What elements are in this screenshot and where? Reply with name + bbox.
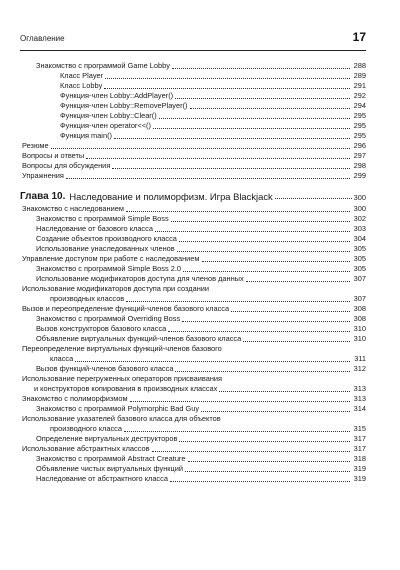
toc-entry-label: Вопросы для обсуждения	[22, 161, 111, 170]
dot-leader	[86, 157, 350, 159]
toc-entry-label: Вызов функций-членов базового класса	[36, 364, 174, 373]
toc-entry[interactable]	[20, 404, 366, 414]
chapter-heading	[20, 189, 366, 202]
dot-leader	[153, 127, 350, 129]
toc-entry-page: 319	[353, 464, 366, 473]
toc-entry-label: Наследование от абстрактного класса	[36, 474, 168, 483]
dot-leader	[51, 147, 350, 149]
toc-entry-page: 292	[353, 91, 366, 100]
dot-leader	[219, 390, 350, 392]
toc-entry-label: Знакомство с программой Polymorphic Bad Guy	[36, 404, 200, 413]
toc-entry-label: Вызов конструкторов базового класса	[36, 324, 167, 333]
toc-entry[interactable]	[20, 364, 366, 374]
dot-leader	[130, 400, 350, 402]
toc-entry-label: класса	[50, 354, 74, 363]
dot-leader	[179, 240, 350, 242]
toc-entry[interactable]	[20, 354, 366, 364]
dot-leader	[201, 410, 350, 412]
toc-entry-label: Объявление чистых виртуальных функций	[36, 464, 184, 473]
toc-entry-label: Создание объектов производного класса	[36, 234, 177, 243]
toc-entry-label: Переопределение виртуальных функций-членов базового	[22, 344, 222, 353]
dot-leader	[75, 360, 350, 362]
toc-entry-label: Использование перегруженных операторов присваивания	[22, 374, 223, 383]
toc-entry[interactable]	[20, 274, 366, 284]
toc-entry-page: 313	[353, 394, 366, 403]
page-number: 17	[352, 30, 366, 44]
toc-entry-page: 289	[353, 71, 366, 80]
toc-entry-page: 308	[353, 304, 366, 313]
dot-leader	[183, 270, 350, 272]
toc-entry-page: 288	[353, 61, 366, 70]
toc-entry-page: 295	[353, 131, 366, 140]
toc-entry-page: 305	[353, 264, 366, 273]
toc-entry-label: Функция main()	[60, 131, 112, 140]
toc-entry-label: Знакомство с программой Abstract Creature	[36, 454, 186, 463]
toc-entry-label: Класс Player	[60, 71, 104, 80]
toc-entry-label: производного класса	[50, 424, 122, 433]
dot-leader	[112, 167, 350, 169]
dot-leader	[105, 77, 350, 79]
toc-entry-label: Знакомство с программой Overriding Boss	[36, 314, 181, 323]
toc-entry-page: 296	[353, 141, 366, 150]
dot-leader	[179, 440, 350, 442]
toc-entry-label: Использование абстрактных классов	[22, 444, 150, 453]
page-header	[20, 30, 366, 51]
toc-entry-page: 317	[353, 434, 366, 443]
toc-entry-page: 310	[353, 334, 366, 343]
toc-entry-page: 310	[353, 324, 366, 333]
toc-entry-label: Использование модификаторов доступа для членов данных	[36, 274, 244, 283]
toc-entry-page: 300	[353, 204, 366, 213]
toc-entry[interactable]	[20, 71, 366, 81]
toc-entry-label: Вызов и переопределение функций-членов базового класса	[22, 304, 230, 313]
toc-entry[interactable]	[20, 464, 366, 474]
toc-entry-page: 305	[353, 244, 366, 253]
toc-entry-label: производных классов	[50, 294, 125, 303]
toc-entry[interactable]	[20, 474, 366, 484]
dot-leader	[126, 300, 350, 302]
toc-entry-label: Упражнения	[22, 171, 64, 180]
toc-entry-page: 302	[353, 214, 366, 223]
toc-entry-page: 315	[353, 424, 366, 433]
toc-entry-page: 318	[353, 454, 366, 463]
toc-entry[interactable]	[20, 264, 366, 274]
toc-entry-label: Знакомство с программой Game Lobby	[36, 61, 170, 70]
toc-entry[interactable]	[20, 454, 366, 464]
dot-leader	[171, 220, 350, 222]
toc-entry-page: 307	[353, 294, 366, 303]
toc-entry-label: Класс Lobby	[60, 81, 103, 90]
toc-entry-page: 319	[353, 474, 366, 483]
dot-leader	[175, 370, 350, 372]
toc-entry-label: Функция-член Lobby::Clear()	[60, 111, 157, 120]
toc-entry[interactable]	[20, 304, 366, 314]
toc-entry[interactable]	[20, 384, 366, 394]
toc-entry-page: 311	[354, 354, 366, 363]
chapter-title: Наследование и полиморфизм. Игра Blackjack	[69, 191, 273, 202]
toc-entry[interactable]	[20, 324, 366, 334]
dot-leader	[168, 330, 350, 332]
toc-entry-page: 308	[353, 314, 366, 323]
toc-entry[interactable]	[20, 224, 366, 234]
toc-entry[interactable]	[20, 314, 366, 324]
toc-entry-label: Резюме	[22, 141, 49, 150]
dot-leader	[114, 137, 350, 139]
toc-entry-page: 295	[353, 111, 366, 120]
toc-entry[interactable]	[20, 91, 366, 101]
toc-entry-page: 304	[353, 234, 366, 243]
dot-leader	[231, 310, 350, 312]
toc-entry[interactable]	[20, 294, 366, 304]
toc-entry-page: 313	[353, 384, 366, 393]
toc-entry[interactable]	[20, 131, 366, 141]
toc-entry-label: Определение виртуальных деструкторов	[36, 434, 178, 443]
dot-leader	[190, 107, 351, 109]
dot-leader	[159, 117, 350, 119]
dot-leader	[172, 67, 350, 69]
dot-leader	[182, 320, 350, 322]
toc-entry[interactable]	[20, 61, 366, 71]
toc-entry-page: 312	[353, 364, 366, 373]
toc-entry-label: Использование унаследованных членов	[36, 244, 175, 253]
dot-leader	[243, 340, 350, 342]
toc-entry-label: Вопросы и ответы	[22, 151, 85, 160]
toc-entry-label: Знакомство с программой Simple Boss 2.0	[36, 264, 181, 273]
toc-entry-label: Знакомство с наследованием	[22, 204, 124, 213]
dot-leader	[188, 460, 350, 462]
dot-leader	[177, 250, 350, 252]
toc-entry-page: 297	[353, 151, 366, 160]
dot-leader	[185, 470, 350, 472]
toc-entry-page: 314	[353, 404, 366, 413]
dot-leader	[152, 450, 350, 452]
toc-entry-page: 305	[353, 254, 366, 263]
toc-entry[interactable]	[20, 424, 366, 434]
dot-leader	[104, 87, 350, 89]
toc-section-1	[20, 61, 366, 181]
toc-entry-page: 294	[353, 101, 366, 110]
toc-entry-page: 298	[353, 161, 366, 170]
toc-entry-label: Использование модификаторов доступа при создании	[22, 284, 210, 293]
toc-entry[interactable]	[20, 171, 366, 181]
toc-entry-label: и конструкторов копирования в производных классах	[34, 384, 218, 393]
toc-entry[interactable]	[20, 334, 366, 344]
chapter-label: Глава 10.	[20, 191, 66, 202]
toc-entry[interactable]	[20, 101, 366, 111]
table-of-contents	[20, 61, 366, 484]
toc-entry-page: 317	[353, 444, 366, 453]
toc-entry[interactable]	[20, 151, 366, 161]
toc-entry-label: Наследование от базового класса	[36, 224, 153, 233]
toc-entry[interactable]	[20, 394, 366, 404]
toc-entry-label: Знакомство с полиморфизмом	[22, 394, 128, 403]
toc-entry[interactable]	[20, 81, 366, 91]
toc-entry[interactable]	[20, 121, 366, 131]
toc-entry-page: 303	[353, 224, 366, 233]
dot-leader	[155, 230, 350, 232]
dot-leader	[246, 280, 350, 282]
toc-entry-page: 299	[353, 171, 366, 180]
dot-leader	[66, 177, 350, 179]
toc-entry[interactable]	[20, 444, 366, 454]
toc-entry-page: 295	[353, 121, 366, 130]
toc-entry-label: Управление доступом при работе с наследованием	[22, 254, 200, 263]
dot-leader	[170, 480, 350, 482]
dot-leader	[202, 260, 350, 262]
chapter-page: 300	[353, 193, 366, 202]
toc-entry-label: Функция-член Lobby::RemovePlayer()	[60, 101, 188, 110]
toc-entry-label: Использование указателей базового класса для объектов	[22, 414, 221, 423]
dot-leader	[275, 197, 352, 199]
toc-entry[interactable]	[20, 204, 366, 214]
dot-leader	[124, 430, 350, 432]
toc-entry-page: 291	[353, 81, 366, 90]
toc-entry[interactable]	[20, 141, 366, 151]
dot-leader	[175, 97, 350, 99]
toc-entry[interactable]	[20, 234, 366, 244]
toc-entry-label: Функция-член Lobby::AddPlayer()	[60, 91, 174, 100]
toc-section-2	[20, 204, 366, 484]
toc-entry-page: 307	[353, 274, 366, 283]
toc-entry[interactable]	[20, 244, 366, 254]
toc-entry-label: Знакомство с программой Simple Boss	[36, 214, 169, 223]
toc-entry[interactable]	[20, 214, 366, 224]
toc-entry-label: Объявление виртуальных функций-членов базового класса	[36, 334, 242, 343]
running-title: Оглавление	[20, 34, 65, 43]
dot-leader	[126, 210, 350, 212]
toc-entry[interactable]	[20, 254, 366, 264]
toc-entry[interactable]	[20, 434, 366, 444]
toc-entry[interactable]	[20, 161, 366, 171]
toc-entry-label: Функция-член operator<<()	[60, 121, 151, 130]
toc-entry[interactable]	[20, 111, 366, 121]
